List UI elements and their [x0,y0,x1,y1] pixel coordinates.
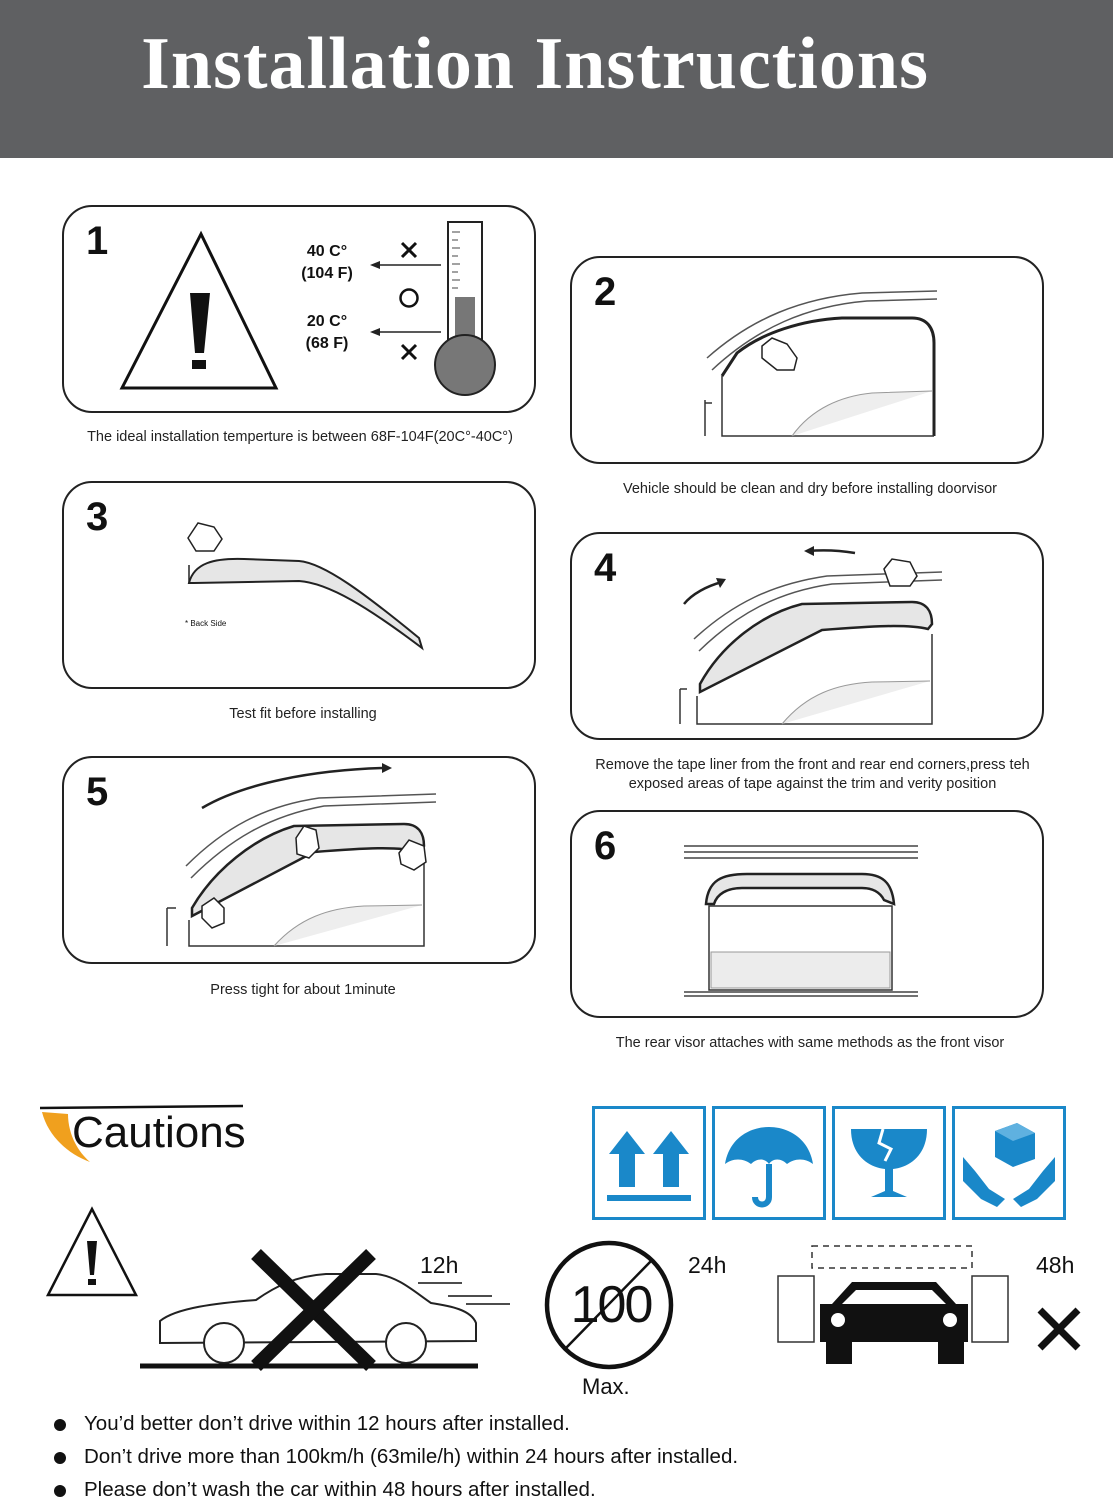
step-5-panel [62,756,536,964]
bullet-dot [54,1452,66,1464]
step-5-caption: Press tight for about 1minute [210,982,396,998]
back-side-note: * Back Side [185,619,227,628]
thermometer-icon [64,207,536,413]
door-frame-cleaning-illustration [572,258,1044,464]
high-temp-celsius: 40 C° [306,243,348,260]
list-item [52,1476,738,1509]
step-3-panel [62,481,536,689]
cross-mark-icon [1036,1306,1082,1352]
list-item [52,1443,738,1476]
time-24h: 24h [688,1252,727,1278]
press-visor-illustration [64,758,536,964]
low-temp-label [286,311,368,355]
step-6-number: 6 [594,824,617,868]
header-banner [0,0,1113,158]
speed-limit-number: 100 [570,1276,652,1334]
high-temp-label [286,241,368,285]
step-2-number: 2 [594,270,617,314]
low-temp-celsius: 20 C° [306,313,348,330]
time-12h: 12h [420,1252,459,1278]
time-48h: 48h [1036,1252,1075,1278]
step-1-panel [62,205,536,413]
keep-dry-umbrella-icon [712,1106,826,1220]
caution-text: You’d better don’t drive within 12 hours after installed. [84,1412,570,1435]
step-4-caption-line-1: Remove the tape liner from the front and rear end corners,press teh [595,757,1030,773]
speed-max-label: Max. [582,1374,630,1399]
step-3-number: 3 [86,495,109,539]
step-4-number: 4 [594,546,617,590]
caution-text: Don’t drive more than 100km/h (63mile/h) within 24 hours after installed. [84,1445,739,1468]
step-2-panel [570,256,1044,464]
no-car-wash-icon [776,1242,1012,1370]
cautions-title: Cautions [72,1108,246,1157]
step-4-caption-line-2: exposed areas of tape against the trim and verity position [628,776,997,792]
cautions-list [52,1410,738,1509]
tape-liner-removal-illustration [572,534,1044,740]
step-1-caption: The ideal installation temperture is between 68F-104F(20C°-40C°) [87,429,513,445]
page-title: Installation Instructions [141,23,929,105]
low-temp-fahrenheit: (68 F) [305,335,349,352]
step-4-panel [570,532,1044,740]
bullet-dot [54,1485,66,1497]
fragile-glass-icon [832,1106,946,1220]
high-temp-fahrenheit: (104 F) [301,265,353,282]
step-6-panel [570,810,1044,1018]
no-driving-car-icon [136,1248,516,1373]
caution-text: Please don’t wash the car within 48 hours after installed. [84,1478,596,1501]
bullet-dot [54,1419,66,1431]
visor-test-fit-illustration [64,483,536,689]
step-4-caption [545,756,1080,794]
this-way-up-icon [592,1106,706,1220]
step-6-caption: The rear visor attaches with same methods as the front visor [615,1035,1005,1051]
step-5-number: 5 [86,770,109,814]
list-item [52,1410,738,1443]
caution-warning-icon [44,1205,140,1299]
rear-visor-illustration [572,812,1044,1018]
handle-with-care-icon [952,1106,1066,1220]
step-3-caption: Test fit before installing [229,706,377,722]
step-2-caption: Vehicle should be clean and dry before installing doorvisor [622,481,997,497]
step-1-number: 1 [86,219,109,263]
